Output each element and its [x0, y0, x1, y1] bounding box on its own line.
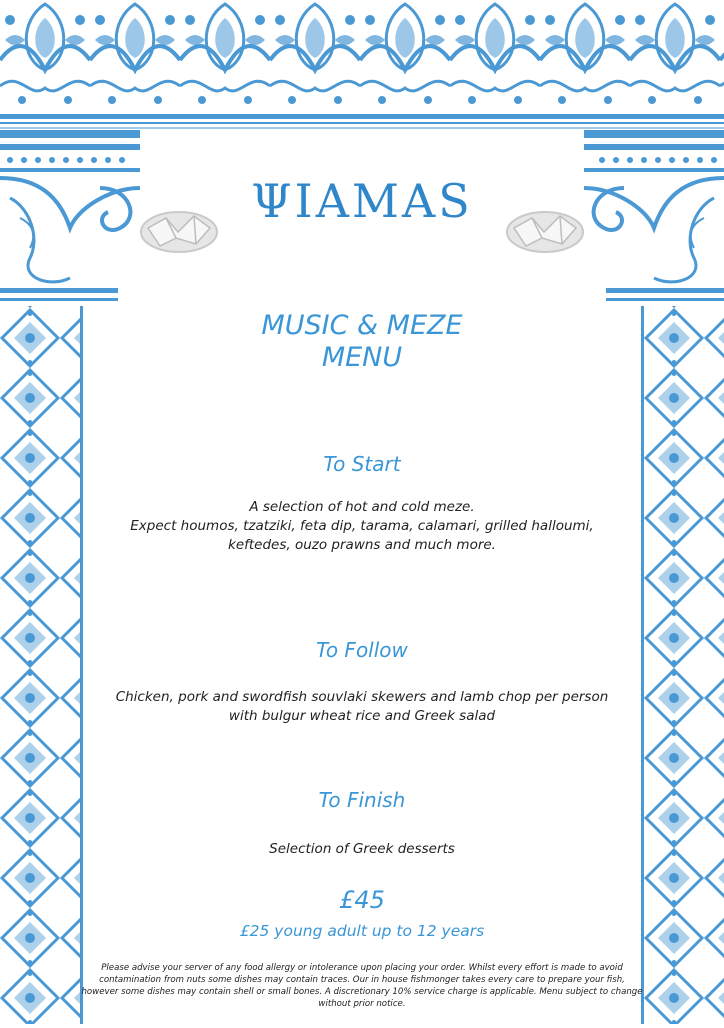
disclaimer-line: without prior notice. [318, 999, 406, 1009]
disclaimer-line: contamination from nuts some dishes may contain traces. Our in house fishmonger takes every care to prepare your fish, [99, 975, 625, 985]
disclaimer-line: however some dishes may contain shell or small bones. A discretionary 10% service charge is applicable. Menu subject to change [81, 987, 643, 997]
disclaimer-line: Please advise your server of any food allergy or intolerance upon placing your order. Whilst every effort is made to avoid [101, 963, 623, 973]
section-body-finish [100, 840, 624, 859]
menu-line: with bulgur wheat rice and Greek salad [228, 708, 496, 724]
menu-title-line-1: MUSIC & MEZE [261, 310, 463, 341]
menu-line: Expect houmos, tzatziki, feta dip, tarama, calamari, grilled halloumi, [130, 518, 594, 534]
price: £45 [339, 886, 385, 914]
menu-title [100, 310, 624, 374]
section-body-start [100, 498, 624, 555]
section-heading-follow: To Follow [316, 638, 408, 662]
price-note: £25 young adult up to 12 years [239, 922, 485, 940]
menu-line: A selection of hot and cold meze. [249, 499, 475, 515]
brand-name: ΨIAMAS [251, 174, 473, 228]
menu-line: Chicken, pork and swordfish souvlaki skewers and lamb chop per person [115, 689, 609, 705]
menu-content [100, 130, 624, 1024]
section-body-follow [100, 688, 624, 726]
section-heading-start: To Start [323, 452, 401, 476]
menu-line: keftedes, ouzo prawns and much more. [228, 537, 496, 553]
top-ornament-frieze [0, 0, 724, 118]
section-heading-finish: To Finish [318, 788, 406, 812]
menu-line: Selection of Greek desserts [269, 841, 455, 857]
menu-title-line-2: MENU [321, 342, 403, 373]
allergy-disclaimer [80, 962, 644, 1010]
